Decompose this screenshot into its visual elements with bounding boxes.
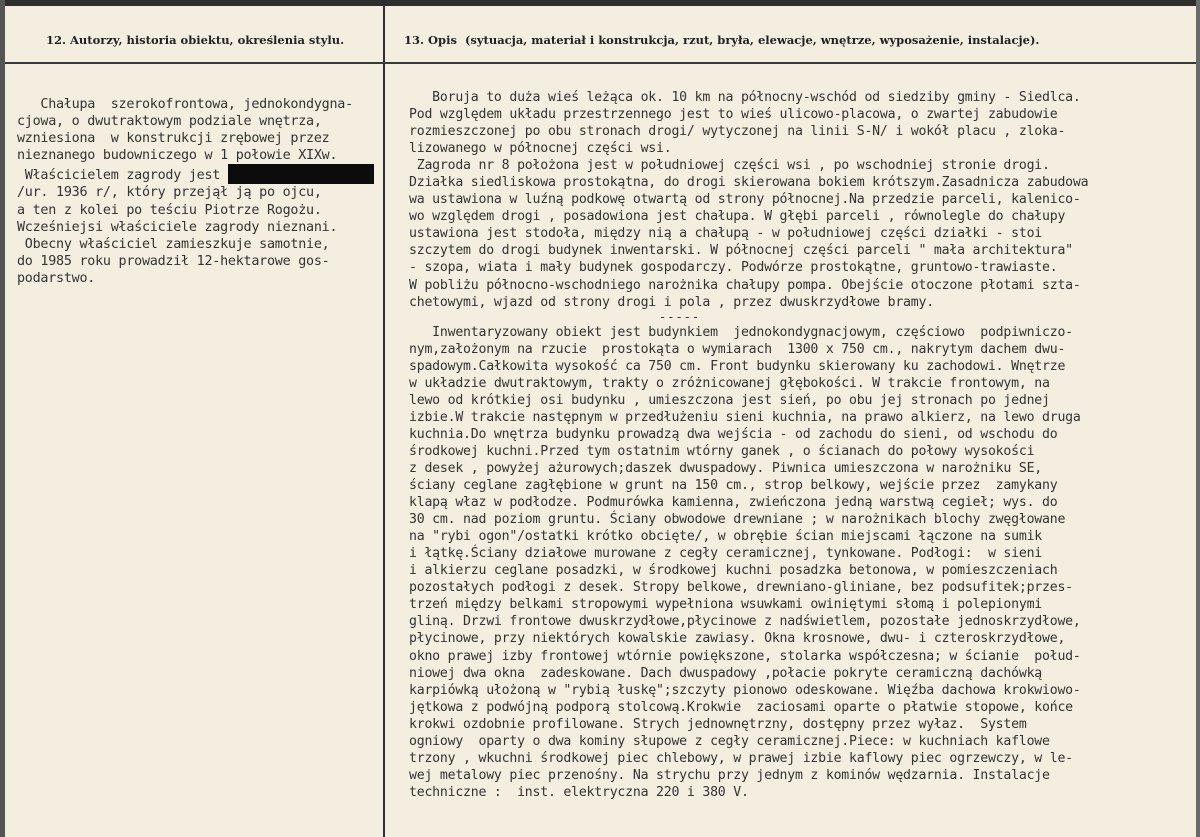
section-13-description: (sytuacja, materiał i konstrukcja, rzut, bryła, elewacje, wnętrze, wyposażenie, instalacje).: [464, 33, 1040, 47]
description-text-block: [409, 89, 1199, 801]
section-13-header: [404, 33, 1039, 47]
history-line: wzniesiona w konstrukcji zrębowej przez: [17, 131, 330, 147]
building-line: Inwentaryzowany obiekt jest budynkiem jednokondygnacjowym, częściowo podpiwniczo-: [409, 324, 1073, 340]
owner-line-text: Właścicielem zagrody jest: [17, 168, 228, 184]
building-line: okno prawej izby frontowej wtórnie powiększone, stolarka współczesna; w ścianie połud-: [409, 648, 1081, 664]
building-line: na "rybi ogon"/ostatki krótko obcięte/, w obrębie ścian miejscami łączone na sumik: [409, 529, 1043, 545]
building-line: środkowej kuchni.Przed tym ostatnim wtórny ganek , o ścianach do połowy wysokości: [409, 443, 1035, 459]
redacted-owner-name: [228, 164, 374, 184]
building-line: kuchnia.Do wnętrza budynku prowadzą dwa wejścia - od zachodu do sieni, od wschodu do: [409, 426, 1058, 442]
site-line: Boruja to duża wieś leżąca ok. 10 km na północny-wschód od siedziby gminy - Siedlca.: [409, 90, 1081, 105]
building-line: trzeń między belkami stropowymi wypełniona wsuwkami owiniętymi słomą i polepionymi: [409, 597, 1043, 613]
header-divider: [5, 62, 1196, 64]
building-line: ogniowy oparty o dwa kominy słupowe z cegły ceramicznej.Piece: w kuchniach kaflowe: [409, 733, 1050, 749]
building-line: pozostałych podłogi z desek. Stropy belkowe, drewniano-gliniane, bez podsufitek;przes-: [409, 580, 1073, 596]
site-line: Zagroda nr 8 położona jest w południowej części wsi , po wschodniej stronie drogi.: [409, 158, 1050, 174]
history-line: podarstwo.: [17, 270, 96, 286]
building-line: i alkierzu ceglane posadzki, w środkowej kuchni posadzka betonowa, w pomieszczeniach: [409, 563, 1058, 579]
building-line: wej metalowy piec przenośny. Na strychu przy jednym z kominów wędzarnia. Instalacje: [409, 767, 1050, 783]
site-line: lizowanego w północnej części wsi.: [409, 141, 672, 157]
building-line: trzony , wkuchni środkowej piec chlebowy, w prawej izbie kaflowy piec ogrzewczy, w le-: [409, 750, 1073, 766]
building-line: jętkowa z podwójną podporą stolcową.Krokwie zaciosami oparte o płatwie stopowe, końce: [409, 699, 1073, 715]
history-line: do 1985 roku prowadził 12-hektarowe gos-: [17, 253, 330, 269]
building-line: karpiówką ułożoną w "rybią łuskę";szczyty pionowo odeskowane. Więźba dachowa krokwiowo-: [409, 682, 1081, 698]
site-line: szczytem do drogi budynek inwentarski. W północnej części parceli " mała architektura": [409, 243, 1073, 259]
site-line: Działka siedliskowa prostokątna, do drogi skierowana bokiem krótszym.Zasadnicza zabudowa: [409, 175, 1089, 191]
site-line: chetowymi, wjazd od strony drogi i pola , przez dwuskrzydłowe bramy.: [409, 294, 934, 310]
building-line: spadowym.Całkowita wysokość ca 750 cm. Front budynku skierowany ku zachodowi. Wnętrze: [409, 358, 1066, 374]
history-line: Obecny właściciel zamieszkuje samotnie,: [17, 236, 330, 252]
site-line: ustawiona jest stodoła, między nią a chałupą - w południowej części działki - stoi: [409, 226, 1043, 242]
building-line: ściany ceglane zagłębione w grunt na 150 cm., strop belkowy, wejście przez zamykany: [409, 478, 1058, 494]
history-line: cjowa, o dwutraktowym podziale wnętrza,: [17, 114, 322, 130]
building-line: nym,założonym na rzucie prostokąta o wymiarach 1300 x 750 cm., nakrytym dachem dwu-: [409, 341, 1066, 357]
section-12-header: 12. Autorzy, historia obiektu, określenia stylu.: [46, 33, 345, 47]
building-line: 30 cm. nad poziom gruntu. Ściany obwodowe drewniane ; w narożnikach blochy zwęgłowane: [409, 512, 1066, 528]
building-line: izbie.W trakcie następnym w przedłużeniu sieni kuchnia, na prawo alkierz, na lewo druga: [409, 409, 1081, 425]
history-line: /ur. 1936 r/, który przejął ją po ojcu,: [17, 185, 322, 201]
building-line: lewo od krótkiej osi budynku , umieszczona jest sień, po obu jej stronach po jednej: [409, 392, 1050, 408]
building-line: gliną. Drzwi frontowe dwuskrzydłowe,płycinowe z nadświetlem, pozostałe jednoskrzydłowe,: [409, 614, 1081, 630]
building-line: w układzie dwutraktowym, trakty o zróżnicowanej głębokości. W trakcie frontowym, na: [409, 375, 1050, 391]
site-line: wa ustawiona w luźną podkowę otwartą od strony północnej.Na przedzie parceli, kalenico-: [409, 192, 1081, 208]
page-top-edge: [0, 0, 1200, 6]
history-line: a ten z kolei po teściu Piotrze Rogożu.: [17, 202, 322, 218]
history-line: Chałupa szerokofrontowa, jednokondygna-: [17, 97, 353, 112]
page-left-edge: [0, 0, 5, 837]
building-line: z desek , powyżej ażurowych;daszek dwuspadowy. Piwnica umieszczona w narożniku SE,: [409, 460, 1043, 476]
site-line: Pod względem układu przestrzennego jest to wieś ulicowo-placowa, o zwartej zabudowie: [409, 107, 1058, 123]
building-line: krokwi ozdobnie profilowane. Strych jednownętrzny, dostępny przez wyłaz. System: [409, 716, 1027, 732]
site-line: rozmieszczonej po obu stronach drogi/ wytyczonej na linii S-N/ i wokół placu , zloka-: [409, 124, 1066, 140]
building-line: klapą właz w podłodze. Podmurówka kamienna, zwieńczona jedną warstwą cegieł; wys. do: [409, 495, 1058, 511]
paragraph-separator: -----: [659, 309, 701, 324]
site-line: W pobliżu północno-wschodniego narożnika chałupy pompa. Obejście otoczone płotami szta-: [409, 277, 1081, 293]
history-text-block: [17, 96, 387, 287]
history-line: Wcześniejsi właściciele zagrody nieznani.: [17, 219, 338, 235]
building-line: płycinowe, przy niektórych kowalskie zawiasy. Okna krosnowe, dwu- i czteroskrzydłowe,: [409, 631, 1066, 647]
history-line: nieznanego budowniczego w 1 połowie XIXw.: [17, 148, 338, 164]
building-line: techniczne : inst. elektryczna 220 i 380 V.: [409, 784, 749, 800]
site-line: - szopa, wiata i mały budynek gospodarczy. Podwórze prostokątne, gruntowo-trawiaste.: [409, 260, 1058, 276]
section-13-number: 13. Opis: [404, 33, 457, 47]
site-line: wo względem drogi , posadowiona jest chałupa. W głębi parceli , równolegle do chałupy: [409, 209, 1066, 225]
building-line: i łątkę.Ściany działowe murowane z cegły ceramicznej, tynkowane. Podłogi: w sieni: [409, 546, 1043, 562]
building-line: niowej dwa okna zadeskowane. Dach dwuspadowy ,połacie pokryte ceramiczną dachówką: [409, 665, 1043, 681]
owner-line: [17, 164, 387, 184]
